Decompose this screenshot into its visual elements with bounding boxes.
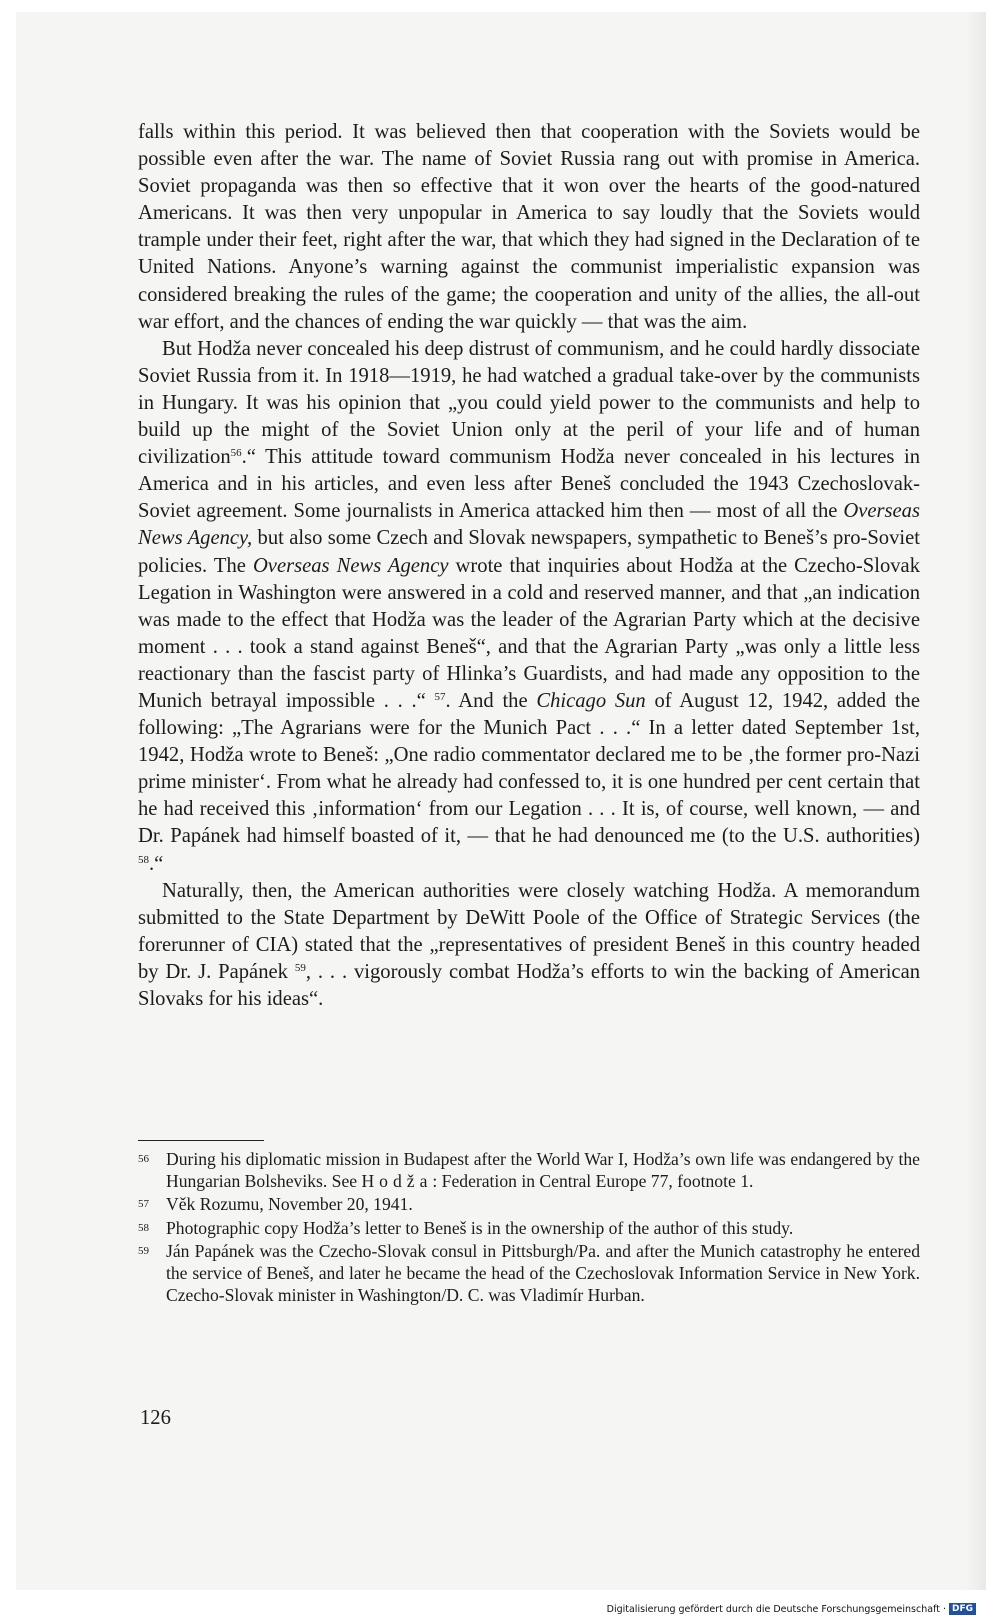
footnote-text [166, 1148, 920, 1192]
footnote-ref-58: 58 [138, 853, 149, 866]
footnote-ref-59: 59 [294, 961, 306, 974]
footnote-spaced-author: Hodža [361, 1171, 433, 1192]
page-scan [16, 12, 986, 1590]
paragraph-1: falls within this period. It was believed then that cooperation with the Soviets would be possible even after the war. The name of Soviet Russia rang out with promise in America. Soviet propaganda was then so effective that it won over the hearts of the good-natured Americans. It was then very unpopular in America to say loudly that the Soviets would trample under their feet, right after the war, that which they had signed in the Declaration of te United Nations. Anyone’s warning against the communist imperialistic expansion was considered breaking the rules of the game; the cooperation and unity of the allies, the all-out war effort, and the chances of ending the war quickly — that was the aim. [138, 121, 920, 333]
footnote-ref-56: 56 [230, 447, 242, 460]
italic-title-overseas-news-agency-2: Overseas News Agency [252, 554, 449, 577]
paragraph-2-text-f: of August 12, 1942, added the following: „The Agrarians were for the Munich Pact . . .“ In a letter dated September 1st, 1942, Hodža wrote to Beneš: „One radio commentator declared me to be ‚the former pro-Nazi prime minister‘. From what he already had confessed to, it is one hundred per cent certain that he had received this ‚information‘ from our Legation . . . It is, of course, well known, — and Dr. Papánek had himself boasted of it, — that he had denounced me (to the U.S. authorities) [138, 689, 920, 848]
digitization-credit-text: Digitalisierung gefördert durch die Deutsche Forschungsgemeinschaft · [606, 1603, 946, 1615]
footnote-text-a: During his diplomatic mission in Budapest after the World War I, Hodža’s own life was endangered by the Hungarian Bolsheviks. See [166, 1149, 920, 1192]
footnote-number: 58 [138, 1221, 149, 1234]
dfg-logo: DFG [949, 1603, 976, 1615]
paragraph-2-text-b: .“ This attitude toward communism Hodža never concealed in his lectures in America and in his articles, and even less after Beneš concluded the 1943 Czechoslovak-Soviet agreement. Some journalists in America attacked him then — most of all the [138, 446, 920, 523]
footnote-56 [138, 1148, 920, 1192]
footnote-text: Věk Rozumu, November 20, 1941. [166, 1194, 413, 1215]
italic-title-overseas-news-agency: Overseas News Agency, [138, 500, 920, 550]
footnote-ref-57: 57 [434, 690, 446, 703]
paragraph-2-text-c: but also some Czech and Slovak newspapers, sympathetic to Beneš’s pro-Soviet policies. The [138, 527, 920, 577]
footnote-text: Ján Papánek was the Czecho-Slovak consul in Pittsburgh/Pa. and after the Munich catastrophy he entered the service of Beneš, and later he became the head of the Czechoslovak Information Service in New York. Czecho-Slovak minister in Washington/D. C. was Vladimír Hurban. [166, 1240, 920, 1306]
paragraph-2-text-d: wrote that inquiries about Hodža at the Czecho-Slovak Legation in Washington were answered in a cold and reserved manner, and that „an indication was made to the effect that Hodža was the leader of the Agrarian Party which at the decisive moment . . . took a stand against Beneš“, and that the Agrarian Party „was only a little less reactionary than the fascist party of Hlinka’s Guardists, and had made any opposition to the Munich betrayal impossible . . .“ [138, 554, 920, 712]
footnote-number: 57 [138, 1198, 149, 1211]
paragraph-3-text-b: , . . . vigorously combat Hodža’s efforts to win the backing of American Slovaks for his ideas“. [138, 960, 921, 1010]
footnote-number: 56 [138, 1153, 149, 1165]
paragraph-3-text-a: Naturally, then, the American authorities were closely watching Hodža. A memorandum submitted to the State Department by DeWitt Poole of the Office of Strategic Services (the forerunner of CIA) stated that the „representatives of president Beneš in this country headed by Dr. J. Papánek [138, 879, 920, 983]
paragraph-3 [138, 878, 920, 1013]
footnote-text: Photographic copy Hodža’s letter to Beneš is in the ownership of the author of this study. [166, 1217, 794, 1238]
italic-title-chicago-sun: Chicago Sun [536, 689, 646, 712]
page-number: 126 [140, 1407, 171, 1429]
digitization-credit [607, 1603, 976, 1615]
paragraph-2-text-g: .“ [149, 852, 164, 875]
paragraph-2 [138, 336, 920, 878]
footnote-59 [138, 1240, 920, 1307]
paragraph-2-text-a: But Hodža never concealed his deep distrust of communism, and he could hardly dissociate Soviet Russia from it. In 1918—1919, he had watched a gradual take-over by the communists in Hungary. It was his opinion that „you could yield power to the communists and help to build up the might of the Soviet Union only at the peril of your life and of human civilization [138, 337, 920, 469]
footnote-number: 59 [138, 1244, 149, 1257]
footnote-57 [138, 1193, 920, 1215]
paragraph-2-text-e: . And the [445, 689, 537, 712]
footnote-divider [138, 1140, 264, 1141]
body-text [138, 119, 920, 1013]
footnote-58 [138, 1217, 920, 1239]
footnote-text-b: : Federation in Central Europe 77, footnote 1. [432, 1171, 754, 1192]
footnotes [138, 1148, 920, 1307]
